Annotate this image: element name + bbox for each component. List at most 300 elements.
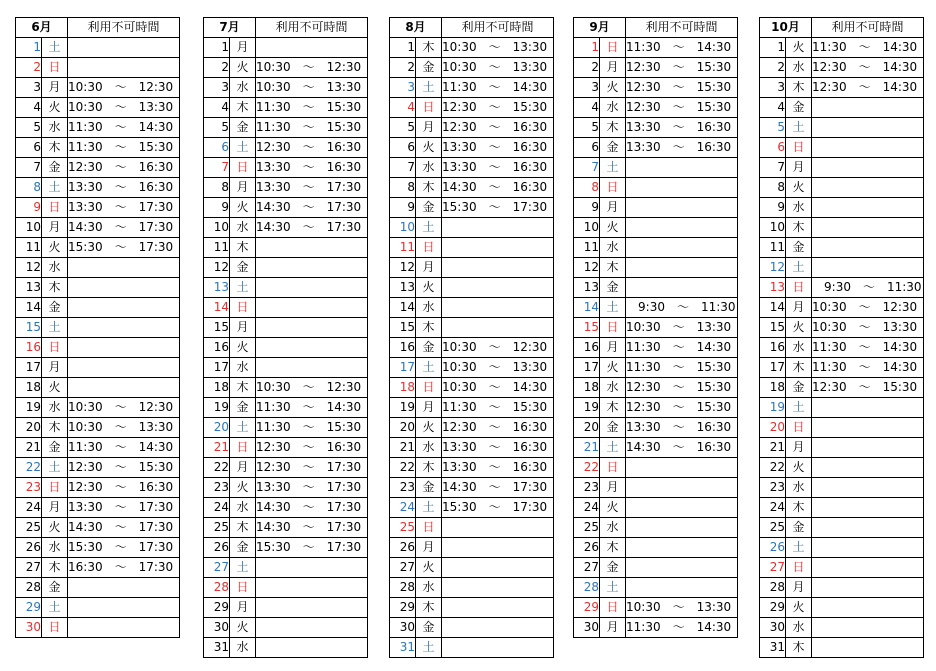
day-number: 30	[574, 618, 600, 638]
weekday: 月	[42, 498, 68, 518]
day-row	[390, 278, 554, 298]
unavailable-time: 11:30 ～ 15:30	[256, 98, 368, 118]
unavailable-time	[626, 258, 738, 278]
unavailable-time: 12:30 ～ 15:30	[626, 378, 738, 398]
weekday: 火	[42, 238, 68, 258]
day-number: 14	[390, 298, 416, 318]
unavailable-time: 11:30 ～ 14:30	[626, 618, 738, 638]
weekday: 土	[600, 438, 626, 458]
day-number: 21	[204, 438, 230, 458]
unavailable-time	[256, 638, 368, 658]
day-number: 22	[760, 458, 786, 478]
day-row	[390, 118, 554, 138]
day-row	[390, 518, 554, 538]
day-number: 5	[574, 118, 600, 138]
day-number: 29	[760, 598, 786, 618]
day-row	[760, 378, 924, 398]
unavailable-time	[626, 558, 738, 578]
unavailable-time: 12:30 ～ 14:30	[812, 78, 924, 98]
weekday: 日	[42, 478, 68, 498]
unavailable-time	[256, 578, 368, 598]
weekday: 金	[42, 158, 68, 178]
weekday: 火	[600, 498, 626, 518]
weekday: 日	[42, 618, 68, 638]
month-header: 8月	[390, 18, 442, 38]
day-number: 8	[390, 178, 416, 198]
unavailable-time	[812, 638, 924, 658]
day-row	[16, 338, 180, 358]
unavailable-time	[256, 318, 368, 338]
weekday: 月	[786, 298, 812, 318]
day-number: 1	[16, 38, 42, 58]
day-number: 19	[574, 398, 600, 418]
unavailable-time	[68, 618, 180, 638]
unavailable-time: 11:30 ～ 15:30	[256, 418, 368, 438]
day-row	[760, 198, 924, 218]
weekday: 火	[230, 338, 256, 358]
day-row	[760, 298, 924, 318]
day-number: 2	[574, 58, 600, 78]
day-number: 28	[390, 578, 416, 598]
day-row	[16, 478, 180, 498]
day-row	[574, 378, 738, 398]
weekday: 月	[600, 478, 626, 498]
weekday: 日	[786, 138, 812, 158]
unavailable-time: 13:30 ～ 16:30	[626, 138, 738, 158]
unavailable-time: 11:30 ～ 14:30	[626, 338, 738, 358]
weekday: 水	[416, 578, 442, 598]
unavailable-time: 10:30 ～ 12:30	[256, 58, 368, 78]
unavailable-time	[626, 498, 738, 518]
weekday: 木	[786, 218, 812, 238]
weekday: 木	[42, 418, 68, 438]
unavailable-time	[442, 558, 554, 578]
unavailable-time: 10:30 ～ 14:30	[442, 378, 554, 398]
unavailable-time: 12:30 ～ 15:30	[626, 58, 738, 78]
day-number: 12	[574, 258, 600, 278]
weekday: 金	[230, 258, 256, 278]
unavailable-time	[812, 258, 924, 278]
unavailable-time	[626, 538, 738, 558]
day-row	[760, 458, 924, 478]
day-row	[760, 398, 924, 418]
day-row	[390, 598, 554, 618]
day-row	[204, 478, 368, 498]
unavailable-time: 15:30 ～ 17:30	[442, 498, 554, 518]
weekday: 火	[416, 558, 442, 578]
day-row	[760, 338, 924, 358]
unavailable-time	[256, 338, 368, 358]
weekday: 火	[230, 58, 256, 78]
unavailable-time: 9:30 ～ 11:30	[812, 278, 924, 298]
day-row	[16, 598, 180, 618]
weekday: 月	[416, 118, 442, 138]
day-row	[390, 618, 554, 638]
day-number: 8	[760, 178, 786, 198]
day-row	[760, 578, 924, 598]
day-number: 29	[390, 598, 416, 618]
day-row	[16, 258, 180, 278]
unavailable-time	[812, 558, 924, 578]
weekday: 水	[600, 238, 626, 258]
day-row	[16, 378, 180, 398]
unavailable-time	[256, 298, 368, 318]
day-number: 21	[574, 438, 600, 458]
day-row	[390, 178, 554, 198]
weekday: 水	[416, 298, 442, 318]
day-number: 23	[16, 478, 42, 498]
unavailable-time	[256, 618, 368, 638]
unavailable-time: 14:30 ～ 17:30	[256, 498, 368, 518]
unavailable-time: 12:30 ～ 16:30	[68, 478, 180, 498]
month-body	[204, 38, 368, 658]
day-row	[574, 158, 738, 178]
unavailable-time	[442, 258, 554, 278]
day-number: 8	[16, 178, 42, 198]
unavailable-time	[442, 518, 554, 538]
unavailable-time	[442, 318, 554, 338]
day-number: 19	[16, 398, 42, 418]
unavailable-time	[626, 478, 738, 498]
day-row	[390, 358, 554, 378]
day-number: 9	[16, 198, 42, 218]
unavailable-time: 13:30 ～ 16:30	[68, 178, 180, 198]
unavailable-time	[256, 598, 368, 618]
weekday: 土	[42, 38, 68, 58]
day-number: 19	[760, 398, 786, 418]
month-header: 10月	[760, 18, 812, 38]
weekday: 水	[42, 538, 68, 558]
day-row	[390, 158, 554, 178]
day-row	[574, 78, 738, 98]
day-number: 10	[574, 218, 600, 238]
unavailable-time: 14:30 ～ 16:30	[626, 438, 738, 458]
weekday: 水	[786, 478, 812, 498]
day-number: 30	[760, 618, 786, 638]
weekday: 木	[416, 458, 442, 478]
unavailable-time: 11:30 ～ 14:30	[442, 78, 554, 98]
month-table-september	[573, 17, 738, 638]
day-number: 14	[760, 298, 786, 318]
weekday: 火	[786, 38, 812, 58]
day-number: 28	[16, 578, 42, 598]
weekday: 金	[230, 398, 256, 418]
day-number: 2	[390, 58, 416, 78]
day-row	[16, 278, 180, 298]
day-row	[16, 618, 180, 638]
month-header: 7月	[204, 18, 256, 38]
day-number: 15	[574, 318, 600, 338]
weekday: 土	[600, 298, 626, 318]
day-number: 9	[204, 198, 230, 218]
unavailable-time: 15:30 ～ 17:30	[68, 538, 180, 558]
day-row	[390, 98, 554, 118]
day-row	[574, 478, 738, 498]
unavailable-time: 10:30 ～ 13:30	[626, 318, 738, 338]
day-number: 23	[760, 478, 786, 498]
weekday: 金	[416, 198, 442, 218]
weekday: 月	[786, 158, 812, 178]
unavailable-time: 13:30 ～ 16:30	[442, 138, 554, 158]
day-row	[574, 118, 738, 138]
unavailable-time	[442, 298, 554, 318]
day-number: 26	[16, 538, 42, 558]
unavailable-time: 11:30 ～ 15:30	[626, 358, 738, 378]
weekday: 火	[786, 178, 812, 198]
day-row	[574, 338, 738, 358]
weekday: 火	[42, 518, 68, 538]
unavailable-time: 11:30 ～ 15:30	[442, 398, 554, 418]
unavailable-time: 13:30 ～ 16:30	[442, 438, 554, 458]
day-row	[390, 298, 554, 318]
unavailable-time: 10:30 ～ 13:30	[442, 358, 554, 378]
day-number: 27	[390, 558, 416, 578]
day-number: 2	[760, 58, 786, 78]
day-row	[760, 598, 924, 618]
day-row	[390, 578, 554, 598]
day-number: 11	[16, 238, 42, 258]
unavailable-time: 12:30 ～ 15:30	[626, 78, 738, 98]
day-number: 15	[760, 318, 786, 338]
day-number: 11	[760, 238, 786, 258]
unavailable-time: 13:30 ～ 17:30	[256, 178, 368, 198]
unavailable-time	[256, 38, 368, 58]
weekday: 土	[786, 118, 812, 138]
day-number: 13	[204, 278, 230, 298]
day-row	[574, 418, 738, 438]
day-number: 2	[16, 58, 42, 78]
day-row	[204, 578, 368, 598]
day-row	[760, 318, 924, 338]
weekday: 月	[416, 538, 442, 558]
day-number: 30	[16, 618, 42, 638]
month-header: 9月	[574, 18, 626, 38]
weekday: 月	[230, 458, 256, 478]
day-row	[390, 58, 554, 78]
weekday: 日	[786, 418, 812, 438]
day-number: 25	[574, 518, 600, 538]
day-row	[390, 338, 554, 358]
unavailable-time: 13:30 ～ 16:30	[626, 118, 738, 138]
day-row	[16, 418, 180, 438]
weekday: 水	[42, 258, 68, 278]
day-row	[204, 178, 368, 198]
day-number: 12	[760, 258, 786, 278]
day-row	[204, 78, 368, 98]
day-number: 10	[390, 218, 416, 238]
weekday: 水	[416, 438, 442, 458]
day-number: 23	[204, 478, 230, 498]
weekday: 金	[416, 58, 442, 78]
weekday: 水	[230, 638, 256, 658]
day-number: 17	[574, 358, 600, 378]
weekday: 月	[42, 358, 68, 378]
unavailable-time	[812, 458, 924, 478]
day-row	[16, 218, 180, 238]
day-row	[204, 378, 368, 398]
unavailable-time	[812, 118, 924, 138]
day-row	[16, 538, 180, 558]
day-number: 18	[760, 378, 786, 398]
day-number: 16	[16, 338, 42, 358]
day-row	[390, 478, 554, 498]
day-row	[760, 38, 924, 58]
unavailable-time: 11:30 ～ 14:30	[812, 38, 924, 58]
day-row	[204, 38, 368, 58]
unavailable-time	[812, 418, 924, 438]
unavailable-time	[812, 178, 924, 198]
day-row	[390, 638, 554, 658]
day-number: 27	[204, 558, 230, 578]
day-row	[16, 78, 180, 98]
day-number: 18	[16, 378, 42, 398]
unavailable-time	[626, 518, 738, 538]
day-row	[760, 118, 924, 138]
day-number: 17	[204, 358, 230, 378]
month-table-august	[389, 17, 554, 658]
unavailable-time: 12:30 ～ 16:30	[68, 158, 180, 178]
month-table-october	[759, 17, 924, 658]
day-number: 25	[204, 518, 230, 538]
day-number: 20	[574, 418, 600, 438]
unavailable-time	[812, 478, 924, 498]
day-row	[390, 538, 554, 558]
unavailable-time	[256, 358, 368, 378]
day-number: 3	[204, 78, 230, 98]
day-number: 23	[390, 478, 416, 498]
month-body	[760, 38, 924, 658]
day-row	[574, 538, 738, 558]
day-row	[204, 438, 368, 458]
day-row	[760, 178, 924, 198]
weekday: 月	[600, 58, 626, 78]
unavailable-time	[626, 278, 738, 298]
day-row	[204, 318, 368, 338]
day-number: 26	[204, 538, 230, 558]
unavailable-time: 10:30 ～ 12:30	[256, 378, 368, 398]
day-row	[390, 498, 554, 518]
weekday: 火	[786, 318, 812, 338]
month-header: 6月	[16, 18, 68, 38]
day-number: 2	[204, 58, 230, 78]
weekday: 月	[230, 178, 256, 198]
unavailable-time: 14:30 ～ 17:30	[68, 518, 180, 538]
weekday: 日	[42, 338, 68, 358]
month-table-june	[15, 17, 180, 638]
weekday: 土	[416, 498, 442, 518]
day-row	[390, 458, 554, 478]
unavailable-time: 12:30 ～ 15:30	[442, 98, 554, 118]
unavailable-time: 13:30 ～ 17:30	[68, 498, 180, 518]
day-row	[204, 158, 368, 178]
day-number: 16	[574, 338, 600, 358]
weekday: 木	[230, 378, 256, 398]
day-row	[204, 518, 368, 538]
day-number: 6	[204, 138, 230, 158]
weekday: 木	[416, 318, 442, 338]
column-header-unavailable: 利用不可時間	[442, 18, 554, 38]
unavailable-time	[256, 558, 368, 578]
day-number: 7	[760, 158, 786, 178]
day-row	[760, 278, 924, 298]
weekday: 月	[416, 398, 442, 418]
day-row	[16, 518, 180, 538]
day-number: 5	[16, 118, 42, 138]
weekday: 水	[786, 198, 812, 218]
day-row	[760, 418, 924, 438]
day-row	[574, 98, 738, 118]
day-row	[574, 138, 738, 158]
day-row	[574, 618, 738, 638]
unavailable-time	[812, 498, 924, 518]
weekday: 木	[230, 98, 256, 118]
day-row	[574, 498, 738, 518]
day-row	[204, 538, 368, 558]
unavailable-time	[442, 538, 554, 558]
day-number: 13	[574, 278, 600, 298]
day-number: 18	[390, 378, 416, 398]
day-number: 17	[16, 358, 42, 378]
unavailable-time: 14:30 ～ 17:30	[256, 198, 368, 218]
day-number: 18	[204, 378, 230, 398]
day-number: 13	[760, 278, 786, 298]
day-row	[204, 218, 368, 238]
weekday: 土	[416, 358, 442, 378]
day-row	[760, 98, 924, 118]
day-number: 3	[16, 78, 42, 98]
unavailable-time: 10:30 ～ 13:30	[626, 598, 738, 618]
unavailable-time	[442, 218, 554, 238]
weekday: 火	[416, 138, 442, 158]
day-number: 27	[760, 558, 786, 578]
day-row	[574, 558, 738, 578]
day-row	[574, 458, 738, 478]
weekday: 火	[42, 378, 68, 398]
unavailable-time	[256, 238, 368, 258]
day-number: 21	[16, 438, 42, 458]
day-number: 7	[16, 158, 42, 178]
weekday: 月	[42, 78, 68, 98]
month-table-july	[203, 17, 368, 658]
weekday: 日	[416, 238, 442, 258]
unavailable-time	[256, 258, 368, 278]
day-number: 14	[16, 298, 42, 318]
day-number: 21	[390, 438, 416, 458]
weekday: 月	[786, 438, 812, 458]
day-number: 12	[16, 258, 42, 278]
day-row	[574, 398, 738, 418]
weekday: 水	[786, 58, 812, 78]
weekday: 水	[230, 78, 256, 98]
day-number: 10	[204, 218, 230, 238]
weekday: 日	[230, 298, 256, 318]
day-number: 9	[760, 198, 786, 218]
unavailable-time: 11:30 ～ 14:30	[812, 338, 924, 358]
day-row	[16, 158, 180, 178]
day-number: 22	[16, 458, 42, 478]
weekday: 木	[600, 258, 626, 278]
day-number: 5	[390, 118, 416, 138]
day-number: 29	[16, 598, 42, 618]
weekday: 月	[42, 218, 68, 238]
weekday: 日	[600, 598, 626, 618]
day-number: 29	[574, 598, 600, 618]
day-row	[16, 458, 180, 478]
day-row	[390, 398, 554, 418]
day-number: 18	[574, 378, 600, 398]
weekday: 土	[600, 578, 626, 598]
weekday: 土	[786, 538, 812, 558]
